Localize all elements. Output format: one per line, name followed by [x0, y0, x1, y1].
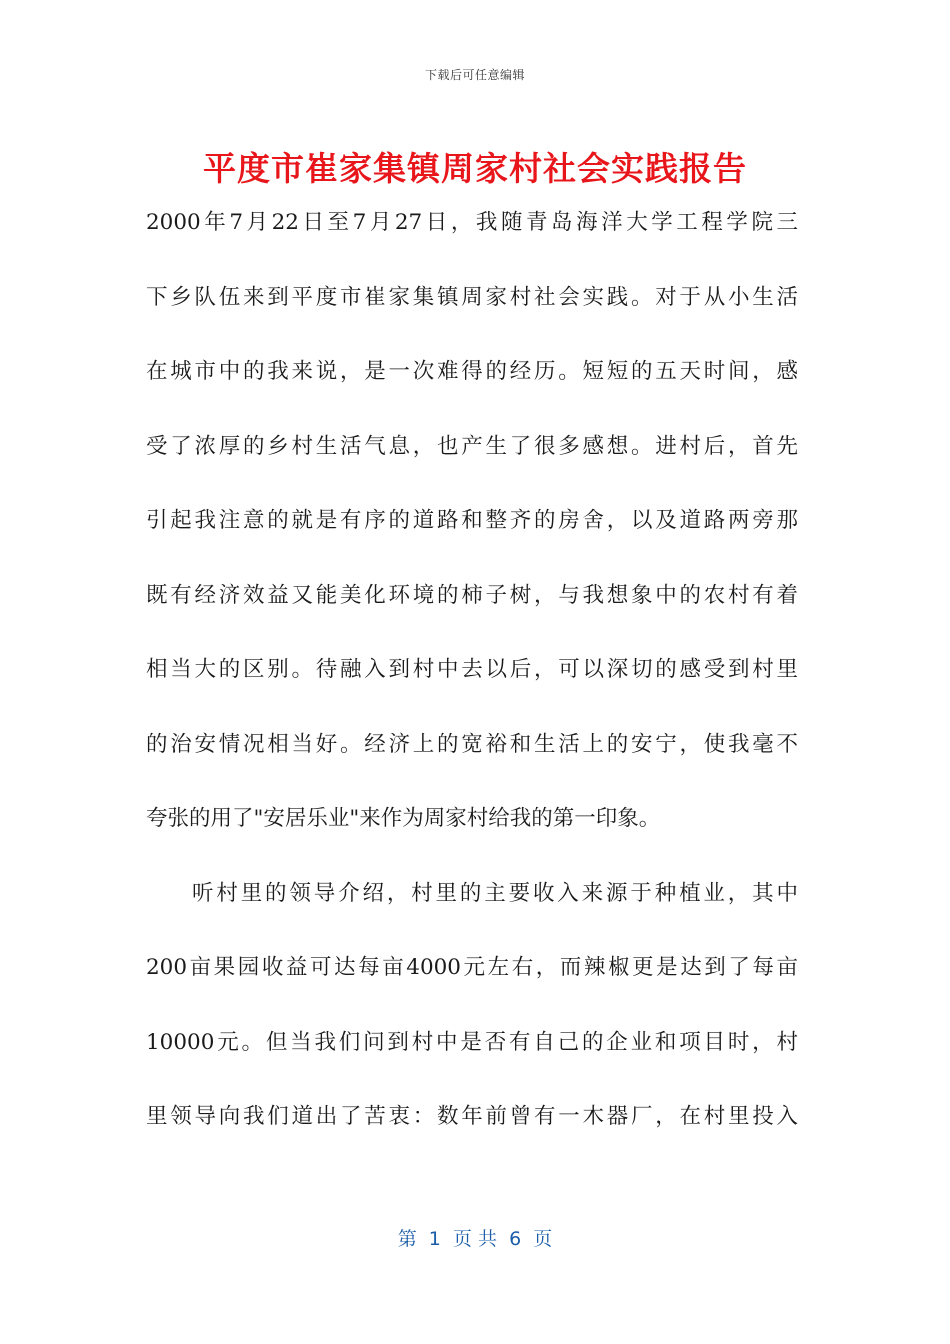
paragraph-line: 2000年7月22日至7月27日，我随青岛海洋大学工程学院三: [146, 210, 798, 235]
paragraph-line: 夸张的用了"安居乐业"来作为周家村给我的第一印象。: [146, 806, 661, 831]
header-note: 下载后可任意编辑: [424, 68, 525, 82]
paragraph-line: 的治安情况相当好。经济上的宽裕和生活上的安宁，使我毫不: [146, 731, 798, 757]
paragraph-line: 下乡队伍来到平度市崔家集镇周家村社会实践。对于从小生活: [146, 284, 798, 310]
paragraph-line: 10000元。但当我们问到村中是否有自己的企业和项目时，村: [146, 1029, 798, 1055]
paragraph-line: 200亩果园收益可达每亩4000元左右，而辣椒更是达到了每亩: [146, 955, 798, 980]
paragraph-line: 既有经济效益又能美化环境的柿子树，与我想象中的农村有着: [146, 582, 798, 608]
page-number: 第 1 页 共 6 页: [397, 1228, 553, 1250]
body-text: [146, 186, 798, 1155]
paragraph-line: 里领导向我们道出了苦衷：数年前曾有一木器厂，在村里投入: [146, 1104, 798, 1129]
page-title: 平度市崔家集镇周家村社会实践报告: [203, 149, 747, 188]
paragraph-line: 引起我注意的就是有序的道路和整齐的房舍，以及道路两旁那: [146, 508, 798, 533]
paragraph-line: 相当大的区别。待融入到村中去以后，可以深切的感受到村里: [146, 657, 798, 682]
paragraph-line: 在城市中的我来说，是一次难得的经历。短短的五天时间，感: [146, 359, 798, 384]
paragraph-line: 听村里的领导介绍，村里的主要收入来源于种植业，其中: [192, 880, 798, 906]
paragraph-line: 受了浓厚的乡村生活气息，也产生了很多感想。进村后，首先: [146, 433, 798, 459]
